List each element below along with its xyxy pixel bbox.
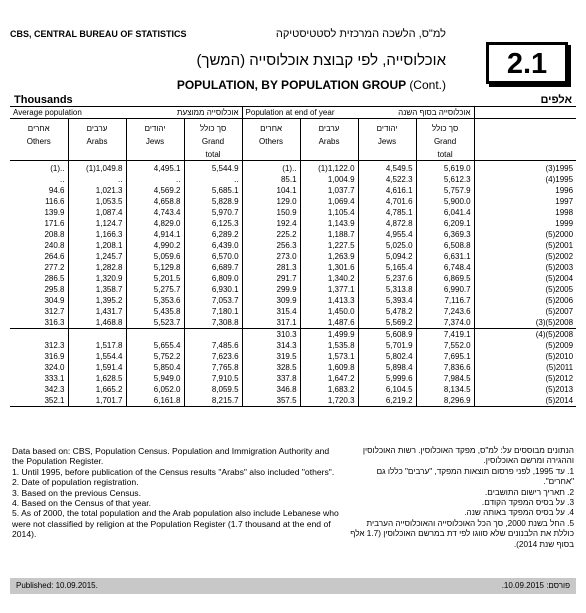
year-cell: 1998 [474,207,576,218]
value-cell: 6,631.1 [416,251,474,262]
year-cell: (5)2012 [474,373,576,384]
value-cell [68,329,126,341]
value-cell: 7,836.6 [416,362,474,373]
value-cell: 5,393.4 [358,295,416,306]
title-english [160,78,446,92]
value-cell: 314.3 [242,340,300,351]
table-row [10,218,576,229]
value-cell: 6,369.3 [416,229,474,240]
header-hebrew: למ"ס, הלשכה המרכזית לסטטיסטיקה [275,28,446,40]
note-1-he: 1. עד 1995, לפני פרסום תוצאות המפקד, "ערבים" כללו גם "אחרים". [376,466,574,487]
value-cell: 1,487.6 [300,317,358,329]
footer-bar [10,578,576,594]
value-cell: 312.3 [44,341,65,350]
value-cell: 1,683.2 [300,384,358,395]
value-cell: 5,970.7 [184,207,242,218]
value-cell: 6,748.4 [416,262,474,273]
value-cell: 6,930.1 [184,284,242,295]
value-cell: 5,802.4 [358,351,416,362]
table-row [10,262,576,273]
value-cell: 1,227.5 [300,240,358,251]
published-hebrew: פורסם: 10.09.2015. [501,581,570,590]
value-cell: 7,623.6 [184,351,242,362]
value-cell: 295.8 [44,285,65,294]
value-cell: 5,201.5 [126,273,184,284]
value-cell: 5,435.8 [126,306,184,317]
note-3-he: 3. על בסיס המפקד הקודם. [481,498,574,508]
value-cell: 1,468.8 [68,317,126,329]
value-cell: 1,124.7 [68,218,126,229]
value-cell: 4,522.3 [358,174,416,185]
value-cell: 291.7 [242,273,300,284]
table-row [10,395,576,407]
value-cell: 5,898.4 [358,362,416,373]
value-cell: 1,609.8 [300,362,358,373]
value-cell: 7,695.1 [416,351,474,362]
note-2-en: 2. Date of population registration. [12,477,139,488]
table-row [10,229,576,240]
value-cell: 7,374.0 [416,317,474,329]
value-cell: 7,053.7 [184,295,242,306]
col-jews-en: Jews [126,134,184,148]
value-cell: 192.4 [242,218,300,229]
value-cell: 1,053.5 [68,196,126,207]
value-cell: 150.9 [242,207,300,218]
value-cell: 5,900.0 [416,196,474,207]
value-cell: 5,523.7 [126,317,184,329]
value-cell: 5,949.0 [126,373,184,384]
table-row [10,306,576,317]
value-cell: 319.5 [242,351,300,362]
value-cell: 1,701.7 [68,395,126,407]
value-cell: 7,308.8 [184,317,242,329]
value-cell: 4,658.8 [126,196,184,207]
col-arabs-en: Arabs [68,134,126,148]
value-cell: 5,999.6 [358,373,416,384]
year-cell: 1996 [474,185,576,196]
value-cell: 346.8 [242,384,300,395]
table-row [10,351,576,362]
value-cell: 309.9 [242,295,300,306]
table-row [10,284,576,295]
value-cell: 4,872.8 [358,218,416,229]
value-cell: 5,165.4 [358,262,416,273]
value-cell: 4,914.1 [126,229,184,240]
value-cell: 5,828.9 [184,196,242,207]
col-total-he: סך כולל [184,119,242,135]
table-row [10,196,576,207]
table-row [10,329,576,341]
value-cell: 342.3 [44,385,65,394]
col-total-he: סך כולל [416,119,474,135]
col-arabs-he: ערבים [300,119,358,135]
value-cell: 1,647.2 [300,373,358,384]
year-cell: (5)2014 [474,395,576,407]
value-cell: 1,263.9 [300,251,358,262]
units-english: Thousands [14,94,73,106]
table-row [10,362,576,373]
title-english-suffix: (Cont.) [409,78,446,92]
year-cell: (5)2009 [474,340,576,351]
value-cell: 1,377.1 [300,284,358,295]
value-cell: .. [184,174,242,185]
value-cell: 315.4 [242,306,300,317]
value-cell: 6,570.0 [184,251,242,262]
value-cell: 5,313.8 [358,284,416,295]
value-cell: 171.6 [44,219,65,228]
value-cell: 312.7 [44,307,65,316]
value-cell: 94.6 [48,186,65,195]
year-cell: 1999 [474,218,576,229]
value-cell: 1,573.1 [300,351,358,362]
value-cell: 5,850.4 [126,362,184,373]
note-5-he: 5. החל בשנת 2000, סך הכל האוכלוסייה והאוכלוסייה הערבית כוללת את הלבנונים שלא סווגו לפי דת במרשם האוכלוסין (1.7 אלף בסוף שנת 2014). [350,518,574,549]
value-cell: 1,188.7 [300,229,358,240]
value-cell: 225.2 [242,229,300,240]
table-row [10,174,576,185]
units-hebrew: אלפים [540,94,572,106]
value-cell: 4,990.2 [126,240,184,251]
value-cell: 5,275.7 [126,284,184,295]
value-cell: 352.1 [10,395,68,407]
value-cell: 6,125.3 [184,218,242,229]
value-cell: 256.3 [242,240,300,251]
table-row [10,161,576,175]
year-cell: (5)2007 [474,306,576,317]
value-cell: 208.8 [44,230,65,239]
group-average-en: Average population [13,108,82,117]
value-cell: 5,478.2 [358,306,416,317]
value-cell: 6,990.7 [416,284,474,295]
value-cell: 357.5 [242,395,300,407]
value-cell: 5,608.9 [358,329,416,341]
value-cell: .. [68,174,126,185]
value-cell: 5,129.8 [126,262,184,273]
value-cell: 4,495.1 [126,161,184,175]
value-cell: 333.1 [44,374,65,383]
value-cell: (1)1,122.0 [300,161,358,175]
value-cell: 8,215.7 [184,395,242,407]
value-cell: 1,320.9 [68,273,126,284]
year-cell: (5)2013 [474,384,576,395]
value-cell: 6,161.8 [126,395,184,407]
value-cell: (1).. [50,164,65,173]
value-cell: 1,720.3 [300,395,358,407]
value-cell: 5,094.2 [358,251,416,262]
year-cell: (5)2006 [474,295,576,306]
value-cell: 328.5 [242,362,300,373]
value-cell: 6,209.1 [416,218,474,229]
note-1-en: 1. Until 1995, before publication of the Census results "Arabs" also included "others". [12,466,335,477]
value-cell: 1,499.9 [300,329,358,341]
title-english-main: POPULATION, BY POPULATION GROUP [176,78,406,92]
year-cell: (5)2011 [474,362,576,373]
value-cell [184,329,242,341]
value-cell: (1)1,049.8 [68,161,126,175]
value-cell: 85.1 [242,174,300,185]
value-cell: 129.0 [242,196,300,207]
value-cell: 6,689.7 [184,262,242,273]
value-cell: 6,219.2 [358,395,416,407]
notes-english [12,446,342,540]
table-row [10,185,576,196]
value-cell: 5,701.9 [358,340,416,351]
value-cell: 7,765.8 [184,362,242,373]
notes-hebrew [348,446,574,550]
group-average [10,107,242,119]
col-total-en-2: total [416,148,474,161]
value-cell: 1,628.5 [68,373,126,384]
value-cell: 4,569.2 [126,185,184,196]
value-cell: 5,685.1 [184,185,242,196]
value-cell: 6,869.5 [416,273,474,284]
value-cell: 1,340.2 [300,273,358,284]
value-cell: 6,508.8 [416,240,474,251]
value-cell: 316.9 [44,352,65,361]
value-cell: 7,984.5 [416,373,474,384]
value-cell: 139.9 [44,208,65,217]
value-cell: 7,552.0 [416,340,474,351]
value-cell: 1,450.0 [300,306,358,317]
value-cell: 7,419.1 [416,329,474,341]
population-table [10,106,576,407]
value-cell: 240.8 [44,241,65,250]
value-cell: 6,041.4 [416,207,474,218]
value-cell: 5,569.2 [358,317,416,329]
group-end-of-year [242,107,474,119]
value-cell: 6,289.2 [184,229,242,240]
value-cell: 1,535.8 [300,340,358,351]
col-jews-he: יהודים [358,119,416,135]
value-cell: 299.9 [242,284,300,295]
value-cell: .. [126,174,184,185]
value-cell: 337.8 [242,373,300,384]
group-average-he: אוכלוסייה ממוצעת [176,108,239,117]
year-cell: (5)2000 [474,229,576,240]
note-source-en: Data based on: CBS, Population Census. Population and Immigration Authority and the Population Register. [12,446,330,467]
value-cell [126,329,184,341]
table-row [10,340,576,351]
note-5-en: 5. As of 2000, the total population and the Arab population also include Lebanese who were not classified by religion at the Population Register (1.7 thousand at the end of 2014). [12,508,339,540]
col-others-en: Others [242,134,300,148]
value-cell: 1,665.2 [68,384,126,395]
value-cell: 1,245.7 [68,251,126,262]
note-source-he: הנתונים מבוססים על: למ"ס, מפקד האוכלוסין. רשות האוכלוסין וההגירה ומרשם האוכלוסין. [362,446,574,466]
note-4-he: 4. על בסיס המפקד באותה שנה. [464,508,574,518]
value-cell: 4,616.1 [358,185,416,196]
year-cell: (3)1995 [474,161,576,175]
value-cell: 1,395.2 [68,295,126,306]
value-cell: 8,134.5 [416,384,474,395]
note-2-he: 2. תאריך רישום התושבים. [485,487,574,497]
col-others-en: Others [26,136,51,146]
value-cell: 316.3 [44,318,65,327]
value-cell: 1,554.4 [68,351,126,362]
value-cell: 5,752.2 [126,351,184,362]
year-cell: (4)1995 [474,174,576,185]
value-cell: 4,785.1 [358,207,416,218]
value-cell: 5,655.4 [126,340,184,351]
table-row [10,240,576,251]
value-cell: 5,619.0 [416,161,474,175]
value-cell [10,329,68,341]
value-cell: 1,282.8 [68,262,126,273]
value-cell: (1).. [242,161,300,175]
group-end-he: אוכלוסייה בסוף השנה [398,108,471,117]
value-cell: 6,439.0 [184,240,242,251]
value-cell: 5,025.0 [358,240,416,251]
value-cell: 1,021.3 [68,185,126,196]
value-cell: 1,105.4 [300,207,358,218]
value-cell: 116.6 [45,197,65,206]
value-cell: 286.5 [44,274,65,283]
value-cell: 1,037.7 [300,185,358,196]
value-cell: 1,591.4 [68,362,126,373]
value-cell: 7,180.1 [184,306,242,317]
col-others-he: אחרים [242,119,300,135]
value-cell: 5,757.9 [416,185,474,196]
value-cell: 324.0 [44,363,65,372]
table-row [10,317,576,329]
value-cell: 5,237.6 [358,273,416,284]
value-cell: 304.9 [44,296,65,305]
value-cell: 1,143.9 [300,218,358,229]
col-others-he: אחרים [27,124,50,133]
value-cell: .. [60,175,65,184]
value-cell: 6,809.0 [184,273,242,284]
value-cell: 1,087.4 [68,207,126,218]
year-cell: 1997 [474,196,576,207]
value-cell: 310.3 [242,329,300,341]
value-cell: 7,485.6 [184,340,242,351]
value-cell: 8,059.5 [184,384,242,395]
col-arabs-en: Arabs [300,134,358,148]
year-cell: (5)2003 [474,262,576,273]
col-total-en: Grand [416,134,474,148]
group-end-en: Population at end of year [245,108,335,117]
table-row [10,273,576,284]
value-cell: 7,910.5 [184,373,242,384]
value-cell: 4,549.5 [358,161,416,175]
value-cell: 7,116.7 [416,295,474,306]
value-cell: 104.1 [242,185,300,196]
value-cell: 1,413.3 [300,295,358,306]
value-cell: 273.0 [242,251,300,262]
table-row [10,251,576,262]
published-english: Published: 10.09.2015. [16,581,98,590]
year-cell: (4)(5)2008 [474,329,576,341]
table-row [10,295,576,306]
note-4-en: 4. Based on the Census of that year. [12,498,152,509]
value-cell: 1,431.7 [68,306,126,317]
value-cell: 6,052.0 [126,384,184,395]
value-cell: 1,166.3 [68,229,126,240]
year-cell: (5)2004 [474,273,576,284]
value-cell: 277.2 [44,263,65,272]
value-cell: 1,358.7 [68,284,126,295]
year-cell: (5)2010 [474,351,576,362]
value-cell: 4,829.0 [126,218,184,229]
value-cell: 1,069.4 [300,196,358,207]
col-arabs-he: ערבים [68,119,126,135]
value-cell: 5,544.9 [184,161,242,175]
value-cell: 281.3 [242,262,300,273]
value-cell: 4,743.4 [126,207,184,218]
value-cell: 317.1 [242,317,300,329]
title-hebrew: אוכלוסייה, לפי קבוצת אוכלוסייה (המשך) [196,52,446,69]
col-jews-en: Jews [358,134,416,148]
value-cell: 1,004.9 [300,174,358,185]
year-cell: (3)(5)2008 [474,317,576,329]
value-cell: 1,517.8 [68,340,126,351]
value-cell: 4,701.6 [358,196,416,207]
value-cell: 6,104.5 [358,384,416,395]
table-row [10,207,576,218]
note-3-en: 3. Based on the previous Census. [12,487,141,498]
table-row [10,384,576,395]
value-cell: 7,243.6 [416,306,474,317]
value-cell: 1,208.1 [68,240,126,251]
year-cell: (5)2002 [474,251,576,262]
value-cell: 5,612.3 [416,174,474,185]
table-row [10,373,576,384]
table-number: 2.1 [486,42,568,84]
col-total-en: Grand [184,134,242,148]
col-total-en-2: total [184,148,242,161]
year-cell: (5)2005 [474,284,576,295]
value-cell: 5,059.6 [126,251,184,262]
col-jews-he: יהודים [126,119,184,135]
value-cell: 4,955.4 [358,229,416,240]
header-english: CBS, CENTRAL BUREAU OF STATISTICS [10,29,187,39]
year-cell: (5)2001 [474,240,576,251]
value-cell: 5,353.6 [126,295,184,306]
value-cell: 1,301.6 [300,262,358,273]
value-cell: 264.6 [44,252,65,261]
value-cell: 8,296.9 [416,395,474,407]
